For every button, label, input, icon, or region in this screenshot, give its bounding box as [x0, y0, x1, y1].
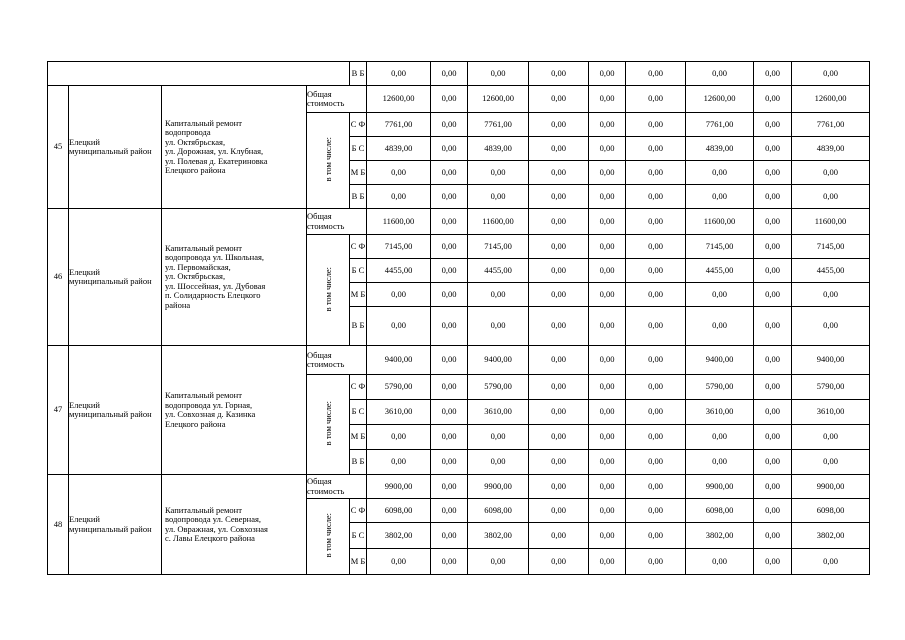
total-cost-label: Общая стоимость — [307, 346, 367, 375]
value-cell: 0,00 — [626, 185, 686, 209]
funding-code: М Б — [350, 283, 367, 307]
value-cell: 0,00 — [792, 185, 870, 209]
value-cell: 5790,00 — [686, 375, 754, 400]
value-cell: 0,00 — [754, 161, 792, 185]
table-row — [48, 209, 870, 235]
total-cost-label: Общая стоимость — [307, 86, 367, 113]
value-cell: 0,00 — [589, 161, 626, 185]
value-cell: 0,00 — [754, 346, 792, 375]
object-line: Капитальный ремонт — [165, 504, 242, 515]
value-cell: 0,00 — [626, 235, 686, 259]
value-cell: 4839,00 — [792, 137, 870, 161]
value-cell: 0,00 — [754, 137, 792, 161]
value-cell: 0,00 — [686, 549, 754, 575]
value-cell: 0,00 — [589, 209, 626, 235]
value-cell: 0,00 — [529, 137, 589, 161]
value-cell: 0,00 — [468, 425, 529, 450]
value-cell: 0,00 — [686, 307, 754, 346]
value-cell: 9400,00 — [468, 346, 529, 375]
value-cell: 0,00 — [626, 209, 686, 235]
district-cell: Елецкий муниципальный район — [69, 209, 162, 346]
value-cell: 9900,00 — [367, 475, 431, 499]
value-cell: 0,00 — [754, 259, 792, 283]
object-line: водопровода — [165, 127, 211, 137]
value-cell: 0,00 — [754, 375, 792, 400]
value-cell: 0,00 — [529, 499, 589, 523]
including-label: в том числе: — [323, 513, 333, 558]
value-cell: 0,00 — [468, 549, 529, 575]
value-cell: 0,00 — [431, 259, 468, 283]
value-cell: 0,00 — [367, 307, 431, 346]
value-cell: 3610,00 — [792, 400, 870, 425]
value-cell: 0,00 — [431, 400, 468, 425]
value-cell: 11600,00 — [686, 209, 754, 235]
object-line: ул. Первомайская, — [165, 261, 231, 272]
value-cell: 0,00 — [626, 499, 686, 523]
object-description — [162, 209, 307, 346]
value-cell: 0,00 — [626, 375, 686, 400]
value-cell: 3802,00 — [367, 523, 431, 549]
funding-code: Б С — [350, 523, 367, 549]
table-row — [48, 86, 870, 113]
object-line: п. Солидарность Елецкого — [165, 290, 261, 301]
value-cell: 0,00 — [529, 375, 589, 400]
value-cell: 0,00 — [431, 185, 468, 209]
value-cell: 0,00 — [626, 259, 686, 283]
value-cell: 12600,00 — [686, 86, 754, 113]
funding-code: В Б — [350, 185, 367, 209]
value-cell: 7145,00 — [686, 235, 754, 259]
value-cell: 0,00 — [529, 235, 589, 259]
row-number: 45 — [48, 86, 69, 209]
value-cell: 0,00 — [626, 523, 686, 549]
value-cell: 0,00 — [529, 307, 589, 346]
value-cell: 0,00 — [367, 283, 431, 307]
value-cell: 0,00 — [529, 475, 589, 499]
including-label-cell — [307, 375, 350, 475]
value-cell: 0,00 — [529, 400, 589, 425]
value-cell: 0,00 — [529, 259, 589, 283]
value-cell: 0,00 — [686, 450, 754, 475]
value-cell: 0,00 — [431, 450, 468, 475]
value-cell: 0,00 — [431, 209, 468, 235]
value-cell: 0,00 — [792, 549, 870, 575]
value-cell: 0,00 — [468, 307, 529, 346]
value-cell: 0,00 — [626, 346, 686, 375]
value-cell: 0,00 — [589, 86, 626, 113]
value-cell: 0,00 — [529, 161, 589, 185]
row-number: 47 — [48, 346, 69, 475]
value-cell: 0,00 — [529, 450, 589, 475]
funding-code: С Ф — [350, 235, 367, 259]
funding-code: С Ф — [350, 499, 367, 523]
value-cell: 9900,00 — [792, 475, 870, 499]
value-cell: 0,00 — [626, 86, 686, 113]
value-cell: 3802,00 — [468, 523, 529, 549]
value-cell: 0,00 — [686, 161, 754, 185]
value-cell: 0,00 — [626, 307, 686, 346]
value-cell: 0,00 — [589, 450, 626, 475]
value-cell: 4455,00 — [686, 259, 754, 283]
including-label-cell — [307, 113, 350, 209]
empty-cell — [48, 62, 350, 86]
value-cell: 0,00 — [589, 137, 626, 161]
value-cell: 0,00 — [626, 137, 686, 161]
funding-code: В Б — [350, 307, 367, 346]
funding-code: Б С — [350, 259, 367, 283]
value-cell: 0,00 — [589, 499, 626, 523]
value-cell: 4839,00 — [367, 137, 431, 161]
value-cell: 4839,00 — [468, 137, 529, 161]
object-description — [162, 86, 307, 209]
value-cell: 0,00 — [626, 475, 686, 499]
funding-code: В Б — [350, 450, 367, 475]
value-cell: 6098,00 — [367, 499, 431, 523]
value-cell: 0,00 — [431, 375, 468, 400]
value-cell: 0,00 — [754, 499, 792, 523]
value-cell: 0,00 — [626, 400, 686, 425]
funding-code: В Б — [350, 62, 367, 86]
value-cell: 7145,00 — [792, 235, 870, 259]
object-line: ул. Шоссейная, ул. Дубовая — [165, 280, 266, 291]
value-cell: 0,00 — [468, 185, 529, 209]
object-line: с. Лавы Елецкого района — [165, 533, 255, 543]
value-cell: 0,00 — [792, 283, 870, 307]
value-cell: 12600,00 — [468, 86, 529, 113]
value-cell: 3802,00 — [792, 523, 870, 549]
value-cell: 0,00 — [686, 425, 754, 450]
value-cell: 0,00 — [754, 523, 792, 549]
value-cell: 11600,00 — [468, 209, 529, 235]
value-cell: 0,00 — [754, 86, 792, 113]
value-cell: 7761,00 — [468, 113, 529, 137]
value-cell: 4455,00 — [792, 259, 870, 283]
funding-code: С Ф — [350, 375, 367, 400]
object-line: Капитальный ремонт — [165, 117, 242, 128]
value-cell: 0,00 — [431, 62, 468, 86]
value-cell: 0,00 — [468, 161, 529, 185]
value-cell: 5790,00 — [367, 375, 431, 400]
value-cell: 4455,00 — [367, 259, 431, 283]
value-cell: 0,00 — [589, 400, 626, 425]
value-cell: 0,00 — [589, 549, 626, 575]
value-cell: 0,00 — [626, 161, 686, 185]
value-cell: 5790,00 — [468, 375, 529, 400]
value-cell: 0,00 — [431, 346, 468, 375]
row-number: 46 — [48, 209, 69, 346]
value-cell: 3610,00 — [468, 400, 529, 425]
value-cell: 0,00 — [754, 307, 792, 346]
value-cell: 0,00 — [529, 185, 589, 209]
value-cell: 0,00 — [626, 283, 686, 307]
value-cell: 0,00 — [754, 235, 792, 259]
value-cell: 0,00 — [529, 62, 589, 86]
value-cell: 0,00 — [367, 62, 431, 86]
value-cell: 0,00 — [431, 137, 468, 161]
row-number: 48 — [48, 475, 69, 575]
value-cell: 5790,00 — [792, 375, 870, 400]
value-cell: 9400,00 — [792, 346, 870, 375]
including-label-cell — [307, 499, 350, 575]
value-cell: 0,00 — [529, 523, 589, 549]
value-cell: 0,00 — [431, 475, 468, 499]
including-label: в том числе: — [323, 401, 333, 446]
budget-table — [47, 61, 870, 575]
value-cell: 0,00 — [686, 283, 754, 307]
value-cell: 3802,00 — [686, 523, 754, 549]
value-cell: 0,00 — [626, 113, 686, 137]
value-cell: 4839,00 — [686, 137, 754, 161]
object-line: Капитальный ремонт — [165, 390, 242, 400]
value-cell: 0,00 — [589, 475, 626, 499]
value-cell: 0,00 — [431, 549, 468, 575]
value-cell: 0,00 — [468, 62, 529, 86]
value-cell: 0,00 — [754, 450, 792, 475]
value-cell: 0,00 — [431, 113, 468, 137]
object-line: Капитальный ремонт — [165, 242, 242, 253]
value-cell: 0,00 — [686, 185, 754, 209]
total-cost-label: Общая стоимость — [307, 475, 367, 499]
value-cell: 0,00 — [529, 346, 589, 375]
object-line: ул. Октябрьская, — [165, 136, 226, 147]
value-cell: 0,00 — [754, 62, 792, 86]
value-cell: 0,00 — [431, 161, 468, 185]
value-cell: 0,00 — [754, 283, 792, 307]
value-cell: 0,00 — [626, 425, 686, 450]
value-cell: 0,00 — [589, 185, 626, 209]
value-cell: 0,00 — [529, 113, 589, 137]
value-cell: 9400,00 — [367, 346, 431, 375]
value-cell: 0,00 — [626, 549, 686, 575]
value-cell: 7761,00 — [686, 113, 754, 137]
value-cell: 0,00 — [529, 549, 589, 575]
value-cell: 0,00 — [529, 86, 589, 113]
funding-code: С Ф — [350, 113, 367, 137]
value-cell: 12600,00 — [367, 86, 431, 113]
value-cell: 0,00 — [367, 425, 431, 450]
value-cell: 4455,00 — [468, 259, 529, 283]
object-line: водопровода ул. Школьная, — [165, 252, 265, 263]
value-cell: 3610,00 — [686, 400, 754, 425]
value-cell: 0,00 — [589, 235, 626, 259]
value-cell: 0,00 — [589, 62, 626, 86]
value-cell: 0,00 — [589, 346, 626, 375]
value-cell: 0,00 — [589, 113, 626, 137]
value-cell: 6098,00 — [686, 499, 754, 523]
value-cell: 0,00 — [589, 523, 626, 549]
value-cell: 0,00 — [589, 375, 626, 400]
value-cell: 0,00 — [431, 425, 468, 450]
object-line: ул. Совхозная д. Казинка — [165, 409, 256, 419]
value-cell: 0,00 — [468, 283, 529, 307]
funding-code: М Б — [350, 425, 367, 450]
value-cell: 0,00 — [589, 259, 626, 283]
including-label: в том числе: — [323, 266, 333, 311]
value-cell: 6098,00 — [792, 499, 870, 523]
object-description — [162, 475, 307, 575]
value-cell: 0,00 — [431, 307, 468, 346]
value-cell: 12600,00 — [792, 86, 870, 113]
table-row — [48, 346, 870, 375]
value-cell: 0,00 — [792, 450, 870, 475]
object-line: ул. Октябрьская, — [165, 271, 226, 282]
value-cell: 0,00 — [754, 549, 792, 575]
value-cell: 0,00 — [792, 307, 870, 346]
including-label: в том числе: — [323, 137, 333, 182]
value-cell: 0,00 — [529, 425, 589, 450]
funding-code: М Б — [350, 161, 367, 185]
value-cell: 7145,00 — [367, 235, 431, 259]
value-cell: 3610,00 — [367, 400, 431, 425]
table-row — [48, 62, 870, 86]
value-cell: 0,00 — [792, 62, 870, 86]
value-cell: 7145,00 — [468, 235, 529, 259]
value-cell: 0,00 — [754, 425, 792, 450]
value-cell: 0,00 — [468, 450, 529, 475]
value-cell: 0,00 — [529, 209, 589, 235]
value-cell: 7761,00 — [792, 113, 870, 137]
funding-code: Б С — [350, 137, 367, 161]
value-cell: 0,00 — [431, 86, 468, 113]
district-cell: Елецкий муниципальный район — [69, 86, 162, 209]
value-cell: 6098,00 — [468, 499, 529, 523]
value-cell: 0,00 — [431, 499, 468, 523]
value-cell: 0,00 — [431, 235, 468, 259]
value-cell: 0,00 — [754, 209, 792, 235]
value-cell: 0,00 — [754, 400, 792, 425]
value-cell: 0,00 — [754, 113, 792, 137]
value-cell: 0,00 — [589, 307, 626, 346]
value-cell: 0,00 — [529, 283, 589, 307]
including-label-cell — [307, 235, 350, 346]
value-cell: 0,00 — [626, 450, 686, 475]
value-cell: 0,00 — [367, 161, 431, 185]
value-cell: 0,00 — [754, 475, 792, 499]
district-cell: Елецкий муниципальный район — [69, 475, 162, 575]
value-cell: 0,00 — [792, 425, 870, 450]
object-line: ул. Дорожная, ул. Клубная, — [165, 146, 264, 156]
value-cell: 9400,00 — [686, 346, 754, 375]
object-line: водопровода ул. Горная, — [165, 399, 253, 410]
value-cell: 0,00 — [754, 185, 792, 209]
value-cell: 9900,00 — [686, 475, 754, 499]
value-cell: 0,00 — [367, 450, 431, 475]
value-cell: 0,00 — [589, 425, 626, 450]
district-cell: Елецкий муниципальный район — [69, 346, 162, 475]
object-line: Елецкого района — [165, 418, 226, 429]
table-row — [48, 475, 870, 499]
value-cell: 0,00 — [367, 549, 431, 575]
value-cell: 0,00 — [686, 62, 754, 86]
object-description — [162, 346, 307, 475]
value-cell: 11600,00 — [792, 209, 870, 235]
funding-code: Б С — [350, 400, 367, 425]
object-line: водопровода ул. Северная, — [165, 514, 262, 524]
value-cell: 7761,00 — [367, 113, 431, 137]
object-line: района — [165, 299, 191, 310]
table-body — [48, 62, 870, 575]
funding-code: М Б — [350, 549, 367, 575]
value-cell: 0,00 — [792, 161, 870, 185]
value-cell: 0,00 — [431, 283, 468, 307]
object-line: Елецкого района — [165, 165, 226, 175]
value-cell: 9900,00 — [468, 475, 529, 499]
total-cost-label: Общая стоимость — [307, 209, 367, 235]
object-line: ул. Овражная, ул. Совхозная — [165, 523, 268, 534]
value-cell: 0,00 — [367, 185, 431, 209]
value-cell: 0,00 — [589, 283, 626, 307]
value-cell: 0,00 — [626, 62, 686, 86]
object-line: ул. Полевая д. Екатериновка — [165, 155, 268, 166]
value-cell: 11600,00 — [367, 209, 431, 235]
value-cell: 0,00 — [431, 523, 468, 549]
